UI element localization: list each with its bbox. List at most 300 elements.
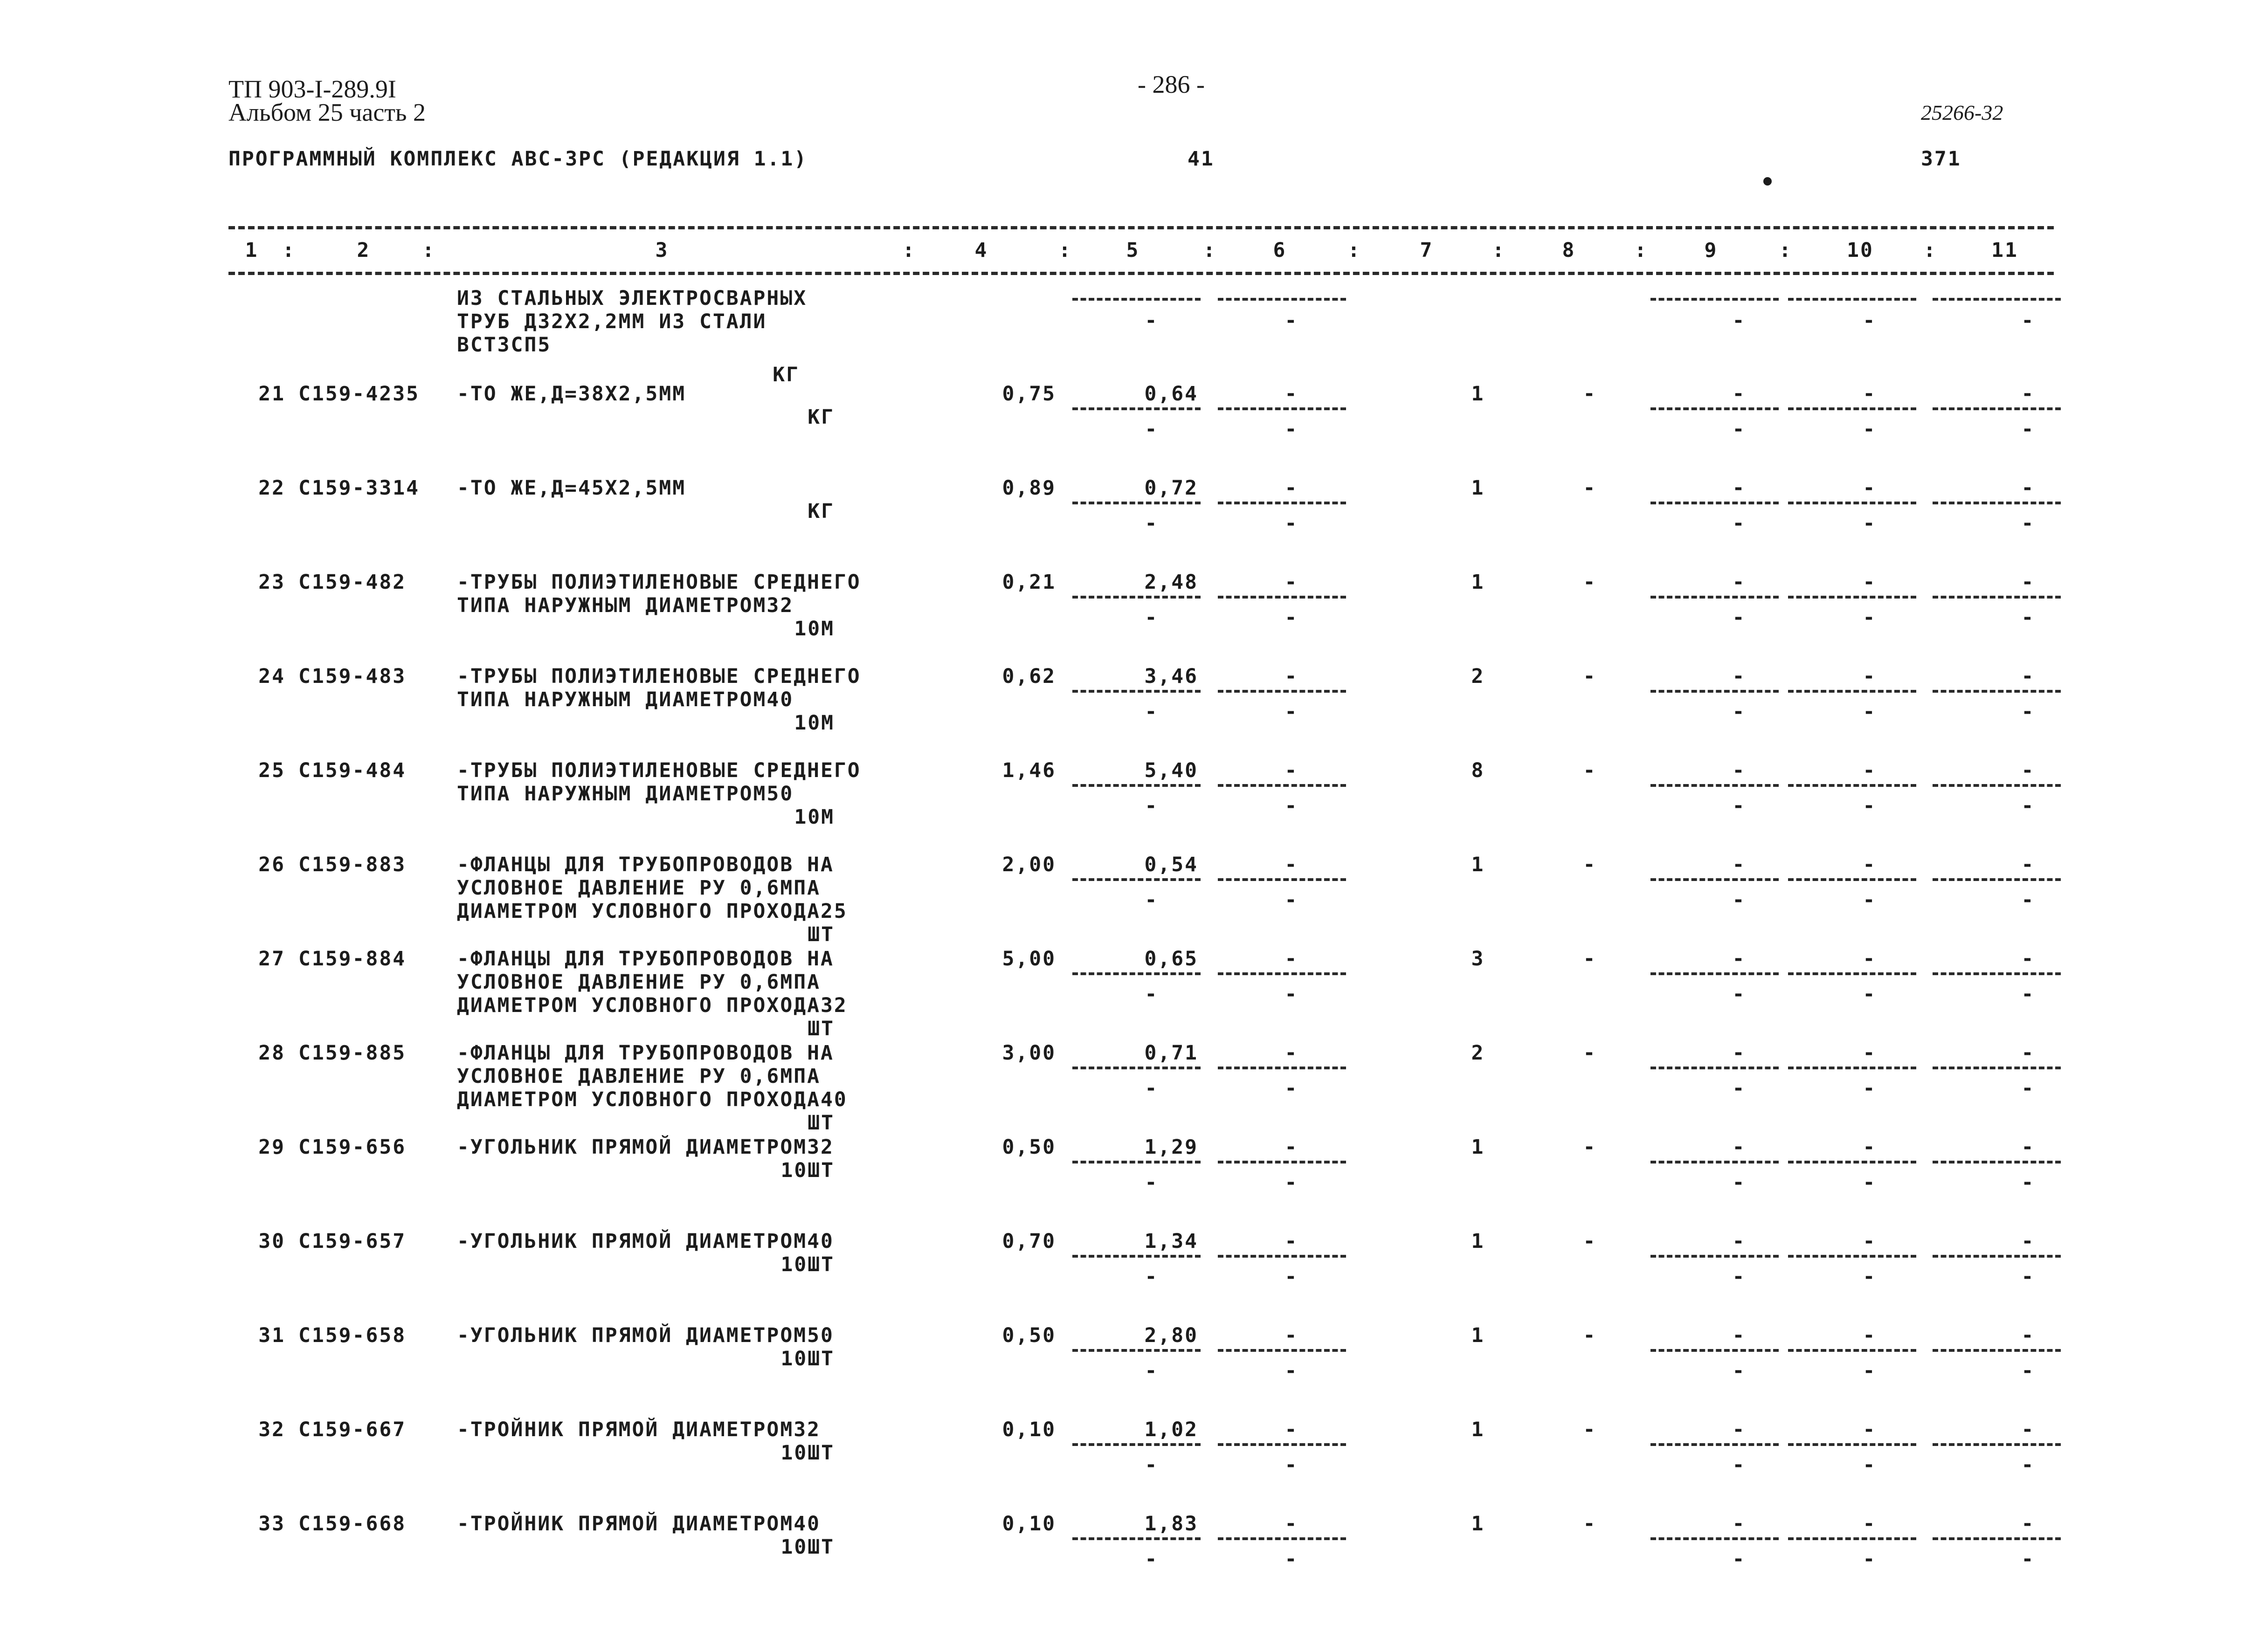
- sub-rule: [1218, 502, 1346, 504]
- lower-value: -: [1145, 1265, 1159, 1288]
- lower-value: -: [1732, 700, 1746, 723]
- resource-code: С159-657: [298, 1230, 407, 1253]
- lower-value: -: [2021, 1359, 2035, 1383]
- lower-value: -: [1863, 1453, 1877, 1477]
- quantity-value: 1,46: [1002, 759, 1056, 782]
- sub-rule: [1933, 1161, 2061, 1163]
- column-number: 3: [655, 239, 669, 262]
- item-description: ТИПА НАРУЖНЫМ ДИАМЕТРОМ40: [457, 688, 794, 711]
- lower-value: -: [1284, 1359, 1298, 1383]
- resource-code: С159-484: [298, 759, 407, 782]
- lower-value: -: [1732, 1077, 1746, 1100]
- sub-rule: [1788, 878, 1916, 881]
- sub-rule: [1650, 407, 1779, 410]
- sub-rule: [1788, 972, 1916, 975]
- c10-value: -: [1863, 476, 1877, 500]
- c8-value: -: [1583, 1041, 1597, 1065]
- lower-value: -: [1732, 888, 1746, 912]
- sub-rule: [1788, 298, 1916, 301]
- lower-value: -: [1863, 794, 1877, 818]
- c11-value: -: [2021, 476, 2035, 500]
- header-top-rule: [228, 226, 2054, 229]
- sub-rule: [1218, 878, 1346, 881]
- lower-value: -: [1145, 1359, 1159, 1383]
- c5-value: 0,54: [1144, 853, 1198, 876]
- c11-value: -: [2021, 1324, 2035, 1347]
- row-number: 23: [258, 571, 285, 594]
- item-unit: ШТ: [808, 1111, 835, 1135]
- sub-rule: [1072, 878, 1201, 881]
- c10-value: -: [1863, 759, 1877, 782]
- sub-rule: [1072, 784, 1201, 787]
- resource-code: С159-4235: [298, 382, 420, 406]
- column-number: 7: [1420, 239, 1434, 262]
- column-separator: :: [1347, 239, 1361, 262]
- item-description: УСЛОВНОЕ ДАВЛЕНИЕ РУ 0,6МПА: [457, 971, 821, 994]
- c5-value: 1,02: [1144, 1418, 1198, 1441]
- c5-value: 0,71: [1144, 1041, 1198, 1065]
- c5-value: 0,64: [1144, 382, 1198, 406]
- archive-stamp: 25266-32: [1921, 101, 2003, 124]
- sub-rule: [1650, 298, 1779, 301]
- lower-value: -: [2021, 309, 2035, 332]
- c9-value: -: [1732, 476, 1746, 500]
- c10-value: -: [1863, 571, 1877, 594]
- lower-value: -: [1732, 794, 1746, 818]
- sub-rule: [1072, 1067, 1201, 1069]
- c11-value: -: [2021, 1230, 2035, 1253]
- c8-value: -: [1583, 947, 1597, 971]
- item-description: ДИАМЕТРОМ УСЛОВНОГО ПРОХОДА25: [457, 900, 848, 923]
- sub-rule: [1218, 407, 1346, 410]
- sub-rule: [1933, 1255, 2061, 1258]
- item-unit: ШТ: [808, 923, 835, 946]
- quantity-value: 0,50: [1002, 1136, 1056, 1159]
- item-description: ТИПА НАРУЖНЫМ ДИАМЕТРОМ32: [457, 594, 794, 617]
- sub-rule: [1788, 784, 1916, 787]
- item-description: ДИАМЕТРОМ УСЛОВНОГО ПРОХОДА40: [457, 1088, 848, 1111]
- resource-code: С159-656: [298, 1136, 407, 1159]
- resource-code: С159-668: [298, 1512, 407, 1535]
- c9-value: -: [1732, 665, 1746, 688]
- resource-code: С159-482: [298, 571, 407, 594]
- c6-value: -: [1284, 1324, 1298, 1347]
- lower-value: -: [2021, 418, 2035, 441]
- item-description: -УГОЛЬНИК ПРЯМОЙ ДИАМЕТРОМ40: [457, 1230, 834, 1253]
- sub-rule: [1218, 298, 1346, 301]
- lower-value: -: [1732, 1548, 1746, 1571]
- c11-value: -: [2021, 665, 2035, 688]
- item-description: -ТРОЙНИК ПРЯМОЙ ДИАМЕТРОМ40: [457, 1512, 821, 1535]
- quantity-value: 3,00: [1002, 1041, 1056, 1065]
- c8-value: -: [1583, 476, 1597, 500]
- row-number: 21: [258, 382, 285, 406]
- lower-value: -: [1863, 512, 1877, 535]
- lower-value: -: [1863, 1171, 1877, 1194]
- lower-value: -: [1863, 700, 1877, 723]
- sub-rule: [1072, 298, 1201, 301]
- c7-value: 1: [1471, 1230, 1485, 1253]
- column-number: 10: [1847, 239, 1874, 262]
- sub-rule: [1933, 1349, 2061, 1352]
- item-unit: 10ШТ: [780, 1159, 835, 1182]
- c9-value: -: [1732, 1324, 1746, 1347]
- c10-value: -: [1863, 1324, 1877, 1347]
- lower-value: -: [1863, 1077, 1877, 1100]
- resource-code: С159-483: [298, 665, 407, 688]
- lower-value: -: [1145, 794, 1159, 818]
- c7-value: 1: [1471, 1512, 1485, 1535]
- c6-value: -: [1284, 1136, 1298, 1159]
- sub-rule: [1218, 690, 1346, 693]
- c10-value: -: [1863, 947, 1877, 971]
- sub-rule: [1933, 407, 2061, 410]
- c9-value: -: [1732, 1136, 1746, 1159]
- sub-rule: [1072, 972, 1201, 975]
- item-description: -ТРУБЫ ПОЛИЭТИЛЕНОВЫЕ СРЕДНЕГО: [457, 665, 861, 688]
- lower-value: -: [1863, 1359, 1877, 1383]
- c6-value: -: [1284, 1418, 1298, 1441]
- c10-value: -: [1863, 382, 1877, 406]
- lower-value: -: [1732, 983, 1746, 1006]
- row-number: 24: [258, 665, 285, 688]
- c6-value: -: [1284, 665, 1298, 688]
- sub-rule: [1933, 690, 2061, 693]
- c8-value: -: [1583, 1324, 1597, 1347]
- row-number: 26: [258, 853, 285, 876]
- c6-value: -: [1284, 759, 1298, 782]
- quantity-value: 0,10: [1002, 1512, 1056, 1535]
- c8-value: -: [1583, 571, 1597, 594]
- sheet-number: 41: [1188, 147, 1215, 171]
- item-description: -ТО ЖЕ,Д=38Х2,5ММ: [457, 382, 686, 406]
- column-number: 2: [357, 239, 371, 262]
- lower-value: -: [2021, 983, 2035, 1006]
- c9-value: -: [1732, 1041, 1746, 1065]
- lower-value: -: [1145, 1453, 1159, 1477]
- column-separator: :: [422, 239, 436, 262]
- sub-rule: [1218, 1255, 1346, 1258]
- lower-value: -: [1732, 1265, 1746, 1288]
- sub-rule: [1650, 1537, 1779, 1540]
- quantity-value: 0,75: [1002, 382, 1056, 406]
- sub-rule: [1218, 1443, 1346, 1446]
- c11-value: -: [2021, 571, 2035, 594]
- c7-value: 8: [1471, 759, 1485, 782]
- sub-rule: [1218, 784, 1346, 787]
- lower-value: -: [1284, 309, 1298, 332]
- item-description: -ТО ЖЕ,Д=45Х2,5ММ: [457, 476, 686, 500]
- sub-rule: [1072, 407, 1201, 410]
- lower-value: -: [1284, 512, 1298, 535]
- column-number: 8: [1562, 239, 1576, 262]
- row-number: 25: [258, 759, 285, 782]
- column-separator: :: [282, 239, 296, 262]
- sub-rule: [1788, 1161, 1916, 1163]
- lower-value: -: [1284, 606, 1298, 629]
- lower-value: -: [1284, 700, 1298, 723]
- resource-code: С159-658: [298, 1324, 407, 1347]
- item-unit: 10М: [794, 805, 835, 829]
- item-unit: 10ШТ: [780, 1253, 835, 1276]
- c6-value: -: [1284, 1041, 1298, 1065]
- lower-value: -: [2021, 1171, 2035, 1194]
- lower-value: -: [2021, 1548, 2035, 1571]
- column-number: 4: [974, 239, 988, 262]
- sub-rule: [1072, 690, 1201, 693]
- lower-value: -: [2021, 1265, 2035, 1288]
- item-unit: КГ: [808, 406, 835, 429]
- document-code: ТП 903-I-289.9I: [228, 75, 396, 103]
- sub-rule: [1218, 972, 1346, 975]
- sub-rule: [1650, 1443, 1779, 1446]
- lower-value: -: [1863, 418, 1877, 441]
- c11-value: -: [2021, 1512, 2035, 1535]
- c6-value: -: [1284, 382, 1298, 406]
- item-description: -ТРУБЫ ПОЛИЭТИЛЕНОВЫЕ СРЕДНЕГО: [457, 759, 861, 782]
- lower-value: -: [1863, 1265, 1877, 1288]
- item-unit: КГ: [808, 500, 835, 523]
- sub-rule: [1788, 407, 1916, 410]
- lower-value: -: [2021, 794, 2035, 818]
- lower-value: -: [1284, 1077, 1298, 1100]
- c8-value: -: [1583, 382, 1597, 406]
- sub-rule: [1650, 596, 1779, 599]
- sub-rule: [1788, 1349, 1916, 1352]
- lower-value: -: [2021, 1453, 2035, 1477]
- item-unit: 10ШТ: [780, 1441, 835, 1465]
- c10-value: -: [1863, 1512, 1877, 1535]
- lower-value: -: [1284, 888, 1298, 912]
- lower-value: -: [1863, 309, 1877, 332]
- item-description: УСЛОВНОЕ ДАВЛЕНИЕ РУ 0,6МПА: [457, 1065, 821, 1088]
- lower-value: -: [1732, 606, 1746, 629]
- c8-value: -: [1583, 1230, 1597, 1253]
- lower-value: -: [1145, 418, 1159, 441]
- c11-value: -: [2021, 1136, 2035, 1159]
- sub-rule: [1650, 1067, 1779, 1069]
- c10-value: -: [1863, 1136, 1877, 1159]
- row-number: 33: [258, 1512, 285, 1535]
- sub-rule: [1788, 596, 1916, 599]
- quantity-value: 0,62: [1002, 665, 1056, 688]
- lower-value: -: [1284, 1171, 1298, 1194]
- item-unit: КГ: [773, 363, 800, 386]
- sub-rule: [1218, 596, 1346, 599]
- lower-value: -: [1732, 512, 1746, 535]
- sub-rule: [1072, 502, 1201, 504]
- row-number: 28: [258, 1041, 285, 1065]
- album-label: Альбом 25 часть 2: [228, 98, 426, 126]
- resource-code: С159-883: [298, 853, 407, 876]
- quantity-value: 0,50: [1002, 1324, 1056, 1347]
- column-number: 6: [1273, 239, 1287, 262]
- c8-value: -: [1583, 1136, 1597, 1159]
- row-number: 30: [258, 1230, 285, 1253]
- c9-value: -: [1732, 1418, 1746, 1441]
- sub-rule: [1650, 1349, 1779, 1352]
- item-description: -УГОЛЬНИК ПРЯМОЙ ДИАМЕТРОМ50: [457, 1324, 834, 1347]
- column-separator: :: [1058, 239, 1072, 262]
- lower-value: -: [1145, 309, 1159, 332]
- lower-value: -: [1284, 794, 1298, 818]
- lower-value: -: [1732, 1171, 1746, 1194]
- item-description: ТРУБ Д32Х2,2ММ ИЗ СТАЛИ: [457, 310, 767, 333]
- sub-rule: [1072, 1349, 1201, 1352]
- sub-rule: [1650, 1255, 1779, 1258]
- lower-value: -: [1863, 1548, 1877, 1571]
- sub-rule: [1218, 1067, 1346, 1069]
- item-description: ДИАМЕТРОМ УСЛОВНОГО ПРОХОДА32: [457, 994, 848, 1017]
- c9-value: -: [1732, 1230, 1746, 1253]
- quantity-value: 0,70: [1002, 1230, 1056, 1253]
- c7-value: 1: [1471, 571, 1485, 594]
- sub-rule: [1218, 1161, 1346, 1163]
- column-number: 1: [245, 239, 259, 262]
- c6-value: -: [1284, 1230, 1298, 1253]
- column-separator: :: [1634, 239, 1648, 262]
- c8-value: -: [1583, 1418, 1597, 1441]
- sub-rule: [1072, 596, 1201, 599]
- sub-rule: [1933, 502, 2061, 504]
- lower-value: -: [1732, 309, 1746, 332]
- c5-value: 1,29: [1144, 1136, 1198, 1159]
- item-description: УСЛОВНОЕ ДАВЛЕНИЕ РУ 0,6МПА: [457, 876, 821, 900]
- c11-value: -: [2021, 947, 2035, 971]
- c7-value: 3: [1471, 947, 1485, 971]
- column-separator: :: [1492, 239, 1506, 262]
- item-description: -ФЛАНЦЫ ДЛЯ ТРУБОПРОВОДОВ НА: [457, 947, 834, 971]
- lower-value: -: [1145, 606, 1159, 629]
- header-bottom-rule: [228, 272, 2054, 275]
- quantity-value: 0,10: [1002, 1418, 1056, 1441]
- lower-value: -: [2021, 700, 2035, 723]
- sub-rule: [1072, 1161, 1201, 1163]
- item-description: ИЗ СТАЛЬНЫХ ЭЛЕКТРОСВАРНЫХ: [457, 287, 808, 310]
- lower-value: -: [1732, 1359, 1746, 1383]
- sub-rule: [1650, 784, 1779, 787]
- lower-value: -: [1145, 512, 1159, 535]
- c6-value: -: [1284, 1512, 1298, 1535]
- c6-value: -: [1284, 571, 1298, 594]
- lower-value: -: [1145, 1171, 1159, 1194]
- quantity-value: 0,21: [1002, 571, 1056, 594]
- lower-value: -: [1284, 1453, 1298, 1477]
- sub-rule: [1072, 1537, 1201, 1540]
- item-description: -ФЛАНЦЫ ДЛЯ ТРУБОПРОВОДОВ НА: [457, 853, 834, 876]
- c10-value: -: [1863, 1230, 1877, 1253]
- c7-value: 1: [1471, 1136, 1485, 1159]
- item-unit: ШТ: [808, 1017, 835, 1040]
- sheet-total: 371: [1921, 147, 1961, 171]
- c5-value: 3,46: [1144, 665, 1198, 688]
- sub-rule: [1650, 690, 1779, 693]
- c9-value: -: [1732, 1512, 1746, 1535]
- c8-value: -: [1583, 665, 1597, 688]
- c10-value: -: [1863, 1418, 1877, 1441]
- row-number: 29: [258, 1136, 285, 1159]
- c8-value: -: [1583, 1512, 1597, 1535]
- c6-value: -: [1284, 947, 1298, 971]
- c8-value: -: [1583, 853, 1597, 876]
- lower-value: -: [1145, 700, 1159, 723]
- lower-value: -: [2021, 888, 2035, 912]
- item-unit: 10М: [794, 617, 835, 640]
- c10-value: -: [1863, 665, 1877, 688]
- c5-value: 5,40: [1144, 759, 1198, 782]
- quantity-value: 2,00: [1002, 853, 1056, 876]
- lower-value: -: [1863, 888, 1877, 912]
- sub-rule: [1933, 1443, 2061, 1446]
- c11-value: -: [2021, 382, 2035, 406]
- sub-rule: [1933, 1537, 2061, 1540]
- lower-value: -: [1284, 1265, 1298, 1288]
- quantity-value: 0,89: [1002, 476, 1056, 500]
- lower-value: -: [1863, 606, 1877, 629]
- c5-value: 1,34: [1144, 1230, 1198, 1253]
- c10-value: -: [1863, 853, 1877, 876]
- c6-value: -: [1284, 853, 1298, 876]
- lower-value: -: [1145, 983, 1159, 1006]
- item-description: ТИПА НАРУЖНЫМ ДИАМЕТРОМ50: [457, 782, 794, 805]
- column-number: 5: [1126, 239, 1140, 262]
- sub-rule: [1650, 502, 1779, 504]
- c6-value: -: [1284, 476, 1298, 500]
- quantity-value: 5,00: [1002, 947, 1056, 971]
- resource-code: С159-667: [298, 1418, 407, 1441]
- c5-value: 1,83: [1144, 1512, 1198, 1535]
- sub-rule: [1072, 1443, 1201, 1446]
- lower-value: -: [1284, 983, 1298, 1006]
- sub-rule: [1788, 1443, 1916, 1446]
- c11-value: -: [2021, 853, 2035, 876]
- column-number: 11: [1991, 239, 2018, 262]
- sub-rule: [1788, 690, 1916, 693]
- c11-value: -: [2021, 1041, 2035, 1065]
- c7-value: 1: [1471, 476, 1485, 500]
- lower-value: -: [2021, 606, 2035, 629]
- sub-rule: [1933, 596, 2061, 599]
- column-separator: :: [1923, 239, 1937, 262]
- sub-rule: [1650, 1161, 1779, 1163]
- sub-rule: [1933, 298, 2061, 301]
- page-number: - 286 -: [1138, 70, 1205, 98]
- row-number: 22: [258, 476, 285, 500]
- sub-rule: [1650, 878, 1779, 881]
- c5-value: 2,80: [1144, 1324, 1198, 1347]
- sub-rule: [1933, 972, 2061, 975]
- item-unit: 10М: [794, 711, 835, 735]
- row-number: 27: [258, 947, 285, 971]
- column-separator: :: [1203, 239, 1217, 262]
- lower-value: -: [1284, 1548, 1298, 1571]
- lower-value: -: [1732, 1453, 1746, 1477]
- resource-code: С159-3314: [298, 476, 420, 500]
- column-separator: :: [902, 239, 916, 262]
- c9-value: -: [1732, 571, 1746, 594]
- row-number: 32: [258, 1418, 285, 1441]
- item-description: -УГОЛЬНИК ПРЯМОЙ ДИАМЕТРОМ32: [457, 1136, 834, 1159]
- lower-value: -: [1863, 983, 1877, 1006]
- sub-rule: [1933, 878, 2061, 881]
- resource-code: С159-884: [298, 947, 407, 971]
- c5-value: 0,65: [1144, 947, 1198, 971]
- item-unit: 10ШТ: [780, 1347, 835, 1370]
- resource-code: С159-885: [298, 1041, 407, 1065]
- c5-value: 0,72: [1144, 476, 1198, 500]
- lower-value: -: [1145, 1077, 1159, 1100]
- sub-rule: [1072, 1255, 1201, 1258]
